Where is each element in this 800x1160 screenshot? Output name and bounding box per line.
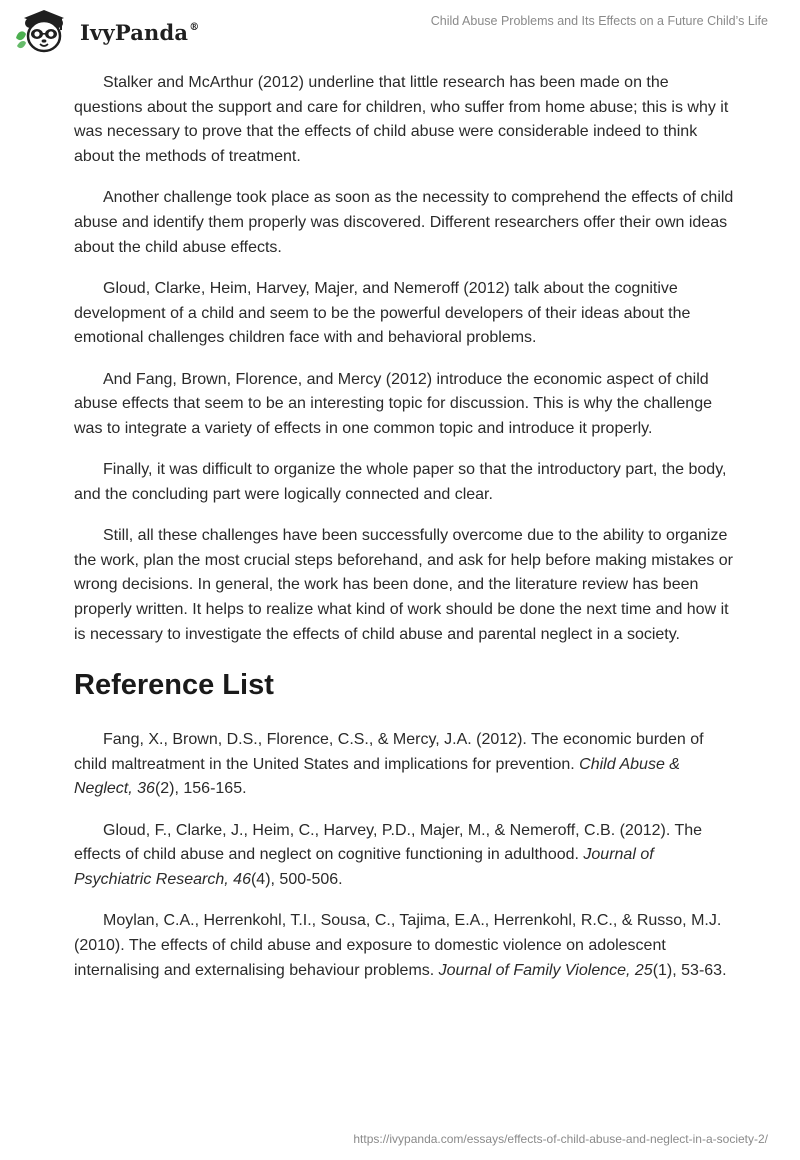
reference-entry (74, 819, 734, 893)
body-paragraph: Still, all these challenges have been successfully overcome due to the ability to organize the work, plan the most crucial steps beforehand, and ask for help before making mistakes or wrong decisions. In general, the work has been done, and the literature review has been properly written. It helps to realize what kind of work should be done the next time and how it is necessary to investigate the effects of child abuse and parental neglect in a society. (74, 527, 734, 643)
document-title: Child Abuse Problems and Its Effects on a Future Child’s Life (430, 14, 768, 28)
reference-journal: Journal of Psychiatric Research, 46 (74, 846, 654, 889)
reference-entry (74, 909, 734, 983)
body-paragraph: Another challenge took place as soon as the necessity to comprehend the effects of child abuse and identify them properly was discovered. Different researchers offer their own ideas about the child abuse effects. (74, 189, 734, 256)
brand-name: IvyPanda® (80, 19, 200, 45)
reference-authors-title: Moylan, C.A., Herrenkohl, T.I., Sousa, C., Tajima, E.A., Herrenkohl, R.C., & Russo, M.J. (2010). The effects of child abuse and exposure to domestic violence on adolescent internalising and externalising behaviour problems. (74, 912, 722, 979)
reference-entry (74, 728, 734, 802)
reference-issue-pages: (4), 500-506. (250, 871, 343, 889)
reference-journal: Child Abuse & Neglect, 36 (74, 755, 680, 798)
body-paragraph: Finally, it was difficult to organize the whole paper so that the introductory part, the body, and the concluding part were logically connected and clear. (74, 461, 727, 503)
panda-mascot-icon (14, 8, 74, 56)
body-paragraph: Gloud, Clarke, Heim, Harvey, Majer, and Nemeroff (2012) talk about the cognitive development of a child and seem to be the powerful developers of their ideas about the emotional challenges children face with and behavioral problems. (74, 279, 691, 347)
reference-authors-title: Gloud, F., Clarke, J., Heim, C., Harvey, P.D., Majer, M., & Nemeroff, C.B. (2012). The effects of child abuse and neglect on cognitive functioning in adulthood. (74, 821, 703, 864)
page-header (0, 0, 800, 60)
reference-issue-pages: (2), 156-165. (154, 780, 247, 798)
body-paragraph: Stalker and McArthur (2012) underline that little research has been made on the questions about the support and care for children, who suffer from home abuse; this is why it was necessary to prove that the effects of child abuse were considerable indeed to think about the methods of treatment. (74, 74, 729, 166)
source-url[interactable]: https://ivypanda.com/essays/effects-of-child-abuse-and-neglect-in-a-society-2/ (353, 1132, 768, 1146)
reference-issue-pages: (1), 53-63. (652, 961, 727, 979)
reference-list-heading: Reference List (74, 669, 274, 702)
reference-journal: Journal of Family Violence, 25 (438, 961, 653, 979)
document-body (74, 71, 734, 1000)
brand-logo[interactable] (14, 8, 199, 56)
body-paragraph: And Fang, Brown, Florence, and Mercy (2012) introduce the economic aspect of child abuse effects that seem to be an interesting topic for discussion. This is why the challenge was to integrate a variety of effects in one common topic and introduce it properly. (74, 370, 712, 437)
reference-authors-title: Fang, X., Brown, D.S., Florence, C.S., & Mercy, J.A. (2012). The economic burden of child maltreatment in the United States and implications for prevention. (74, 731, 704, 773)
